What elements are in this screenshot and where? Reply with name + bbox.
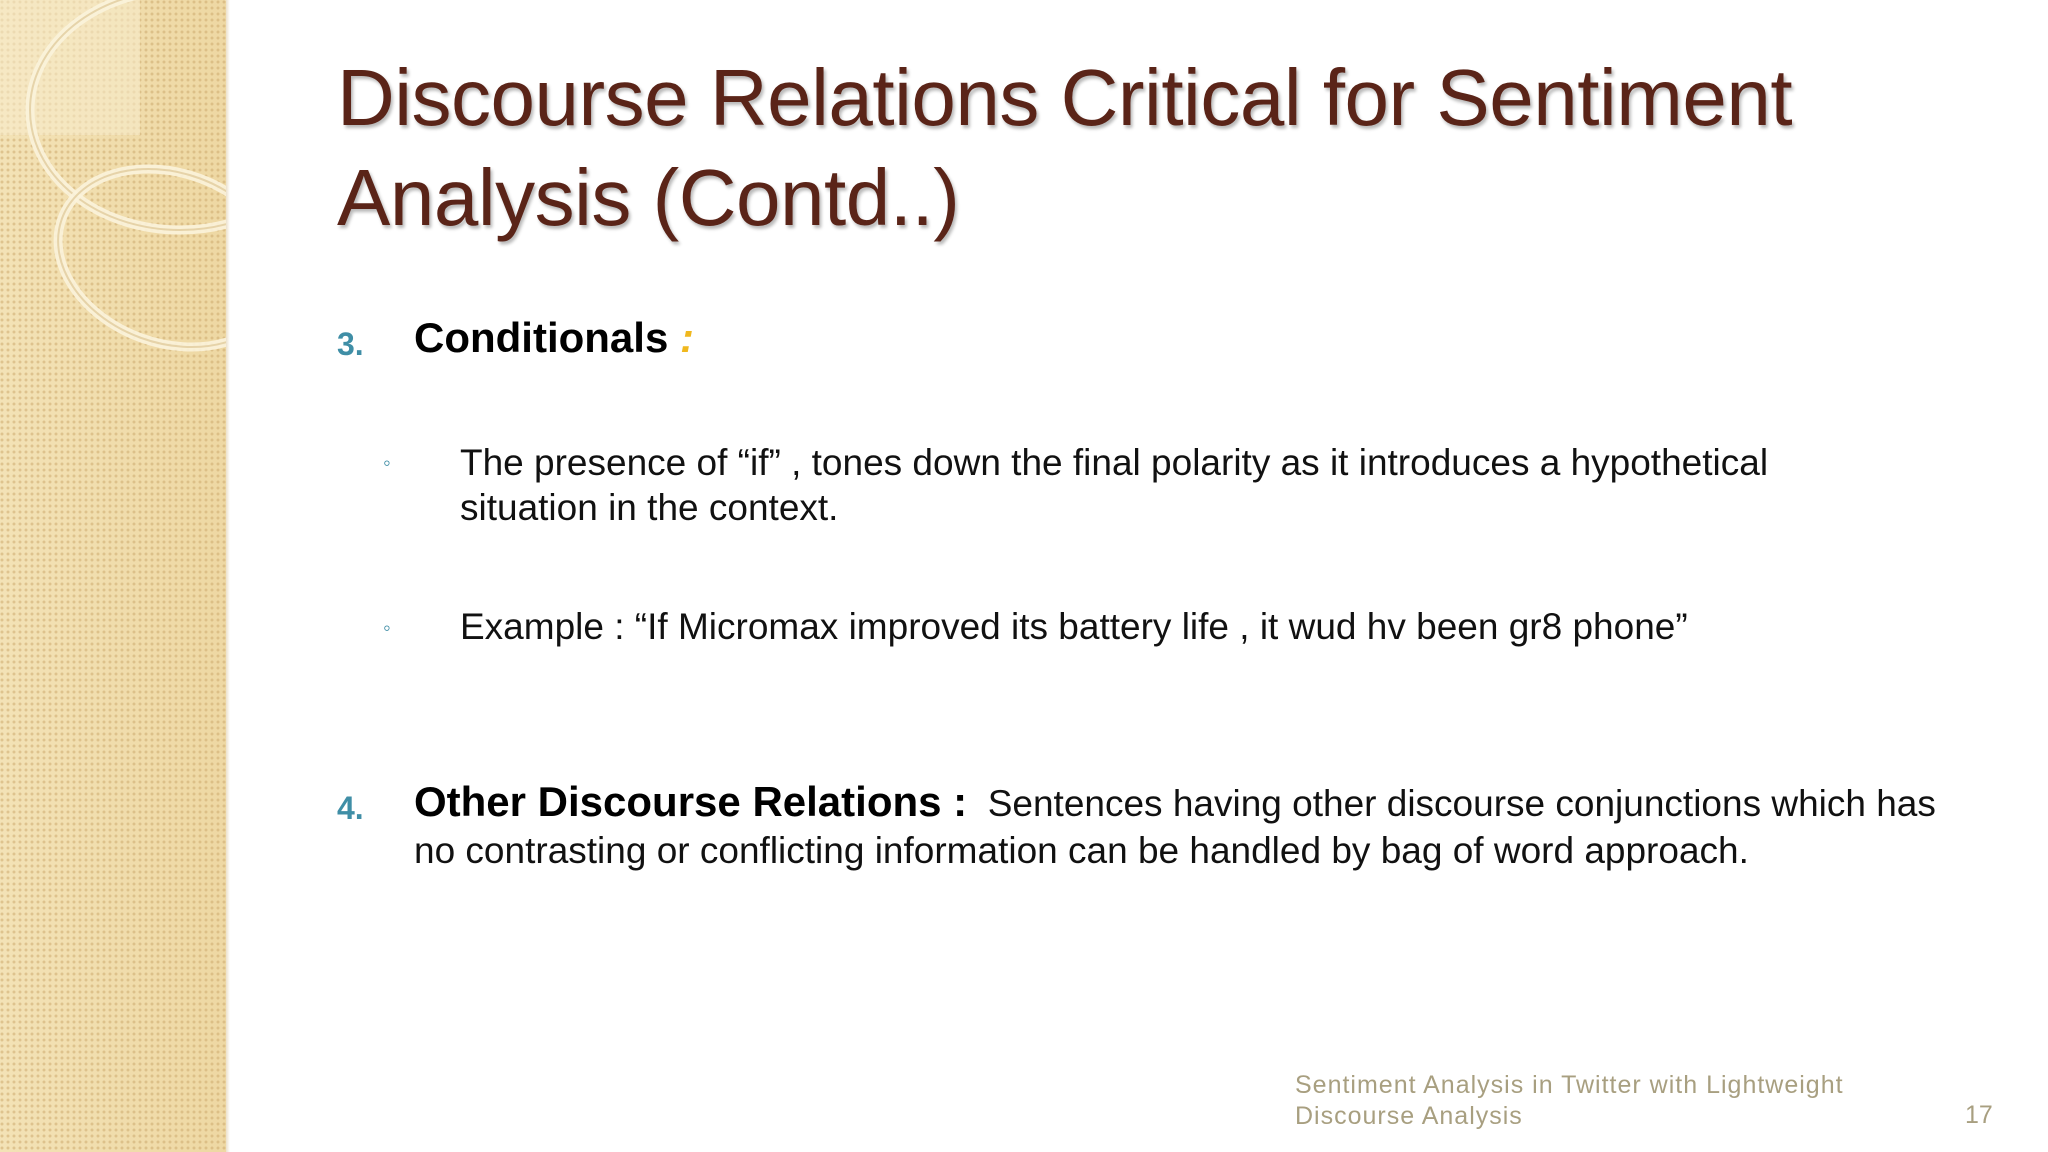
item-3-number: 3. xyxy=(337,326,364,362)
sidebar-edge xyxy=(226,0,230,1152)
item-3-colon: : xyxy=(680,314,694,361)
item-3-heading xyxy=(414,314,694,362)
footer-text: Sentiment Analysis in Twitter with Lightweight Discourse Analysis xyxy=(1295,1071,1844,1130)
bullet-marker: ◦ xyxy=(383,450,391,475)
decorative-sidebar xyxy=(0,0,226,1152)
bullet-text-example: Example : “If Micromax improved its battery life , it wud hv been gr8 phone” xyxy=(460,606,1688,647)
bullet-marker: ◦ xyxy=(383,615,391,640)
slide-number: 17 xyxy=(1965,1101,1993,1129)
item-4-heading: Other Discourse Relations : xyxy=(414,778,968,825)
item-4-number: 4. xyxy=(337,790,364,826)
ring-ornament xyxy=(0,0,226,1152)
item-4-text: Sentences having other discourse conjunctions which has no contrasting or conflicting information can be handled by bag of word approach. xyxy=(414,783,1936,871)
item-4-body xyxy=(414,778,1974,874)
item-3-heading-text: Conditionals xyxy=(414,314,669,361)
slide-title: Discourse Relations Critical for Sentiment Analysis (Contd..) xyxy=(337,53,1793,242)
bullet-text-presence-of-if: The presence of “if” , tones down the final polarity as it introduces a hypothetical situation in the context. xyxy=(460,442,1769,528)
